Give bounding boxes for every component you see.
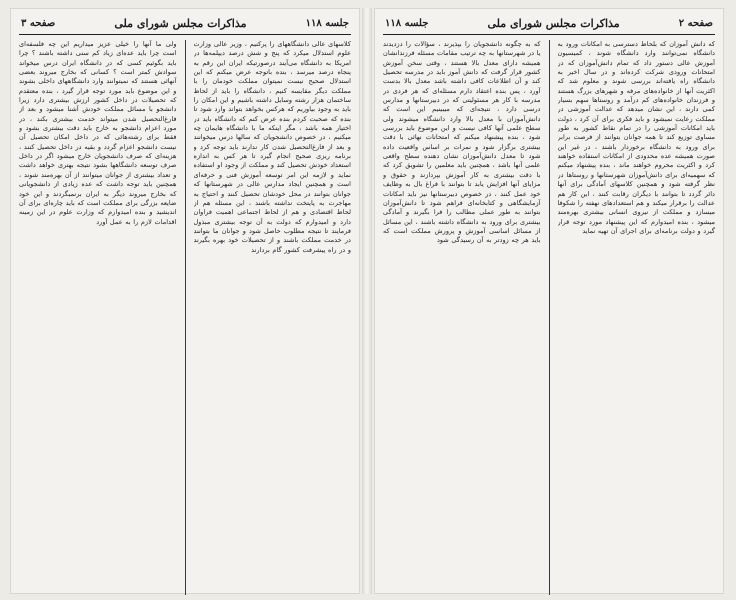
left-page-title: مذاکرات مجلس شورای ملی xyxy=(114,17,247,30)
left-page-session-label: جلسه ۱۱۸ xyxy=(305,18,349,29)
column-divider xyxy=(549,40,550,595)
right-page-right-column-text: که دانش آموزان که بلحاظ دسترسی به امکانات ورود به دانشگاه نمی‌توانند وارد دانشگاه شوند ، کمیسیون آموزش عالی دستور داد که تمام دانش‌آموزان که در امتحانات ورودی شرکت کرده‌اند و در سال اخیر به دانشگاه راه یافته‌اند بررسی شوند و معلوم شد که اکثریت آنها از خانواده‌های مرفه و شهرهای بزرگ هستند و فرزندان خانواده‌های کم درآمد و روستاها سهم بسیار کمی دارند ، این نشان میدهد که عدالت آموزشی در مملکت رعایت نمیشود و باید فکری برای آن کرد ، دولت باید امکانات آموزشی را در تمام نقاط کشور به طور مساوی توزیع کند تا همه جوانان بتوانند از فرصت برابر برای ورود به دانشگاه برخوردار باشند ، در غیر این صورت همیشه عده محدودی از امکانات استفاده خواهند کرد و اکثریت محروم خواهند ماند ، بنده پیشنهاد میکنم که سهمیه‌ای برای دانش‌آموزان شهرستانها و روستاها در نظر گرفته شود و همچنین کلاسهای آمادگی برای آنها دائر گردد تا بتوانند با دیگران رقابت کنند ، این کار هم عدالت را برقرار میکند و هم استعدادهای نهفته را شکوفا میسازد و مملکت از نیروی انسانی بیشتری بهره‌مند میشود ، بنده امیدوارم که این پیشنهاد مورد توجه قرار گیرد و دولت برنامه‌ای برای اجرای آن تهیه نماید xyxy=(557,40,715,235)
left-page-left-column-text: ولی ما آنها را خیلی عزیز میداریم این چه فلسفه‌ای است چرا باید عده‌ای زیاد کم سنی داشته باشند ؟ چرا باید بگوئیم کسی که در دانشگاه ایران درس میخواند سوادش کمتر است ؟ کسانی که بخارج میروند بعضی آنهائی هستند که نمیتوانند وارد دانشگاههای داخلی بشوند و این موضوع باید مورد توجه قرار گیرد ، بنده معتقدم که تحصیلات در داخل کشور ارزش بیشتری دارد زیرا دانشجو با مسائل مملکت خودش آشنا میشود و بعد از فارغ‌التحصیل شدن میتواند خدمت بیشتری بکند ، در مورد اعزام دانشجو به خارج باید دقت بیشتری بشود و فقط برای رشته‌هائی که در داخل امکان تحصیل آن نیست دانشجو اعزام گردد و بقیه در داخل تحصیل کنند ، هزینه‌ای که صرف دانشجویان خارج میشود اگر در داخل صرف توسعه دانشگاهها بشود نتیجه بهتری خواهد داشت و تعداد بیشتری از جوانان میتوانند از آن بهره‌مند شوند ، همچنین باید توجه داشت که عده زیادی از دانشجویانی که بخارج میروند دیگر به ایران برنمیگردند و این خود ضایعه بزرگی برای مملکت است که باید چاره‌ای برای آن اندیشید و بنده امیدوارم که وزارت علوم در این زمینه اقدامات لازم را به عمل آورد xyxy=(19,40,177,226)
left-page-header xyxy=(19,15,351,35)
column-divider xyxy=(185,40,186,595)
right-page xyxy=(374,8,724,594)
left-page xyxy=(10,8,360,594)
right-page-left-column xyxy=(383,40,541,595)
right-page-title: مذاکرات مجلس شورای ملی xyxy=(487,17,620,30)
right-page-number: صفحه ۲ xyxy=(678,18,713,29)
binding-gutter xyxy=(362,8,372,594)
right-page-header xyxy=(383,15,715,35)
right-page-left-column-text: که به چگونه دانشجویان را بپذیرند ، سؤالات را دزدیدند یا در شهرستانها به چه ترتیب مقامات مسئله فرزندانشان همیشه دارای معدل بالا هستند ، وقتی سخن آموزش کشور قرار گرفت که دانش آموز باید در مدرسه تحصیل کند و آن اطلاعات کافی داشته باشد معدل بالا بدست آورد ، پس بنده اعتقاد دارم مسئله‌ای که هر فردی در مدرسه با کار هر مسئولیتی که در دبیرستانها و مدارس درسی دارد ، نتیجه‌ای که میبینیم این است که دانش‌آموزان با معدل بالا وارد دانشگاه میشوند ولی سطح علمی آنها کافی نیست و این موضوع باید بررسی شود ، بنده پیشنهاد میکنم که امتحانات نهائی با دقت بیشتری برگزار شود و نمرات بر اساس واقعیت داده شود تا معدل دانش‌آموزان نشان دهنده سطح واقعی علمی آنها باشد ، همچنین باید معلمین را تشویق کرد که با دقت بیشتری به کار آموزش بپردازند و حقوق و مزایای آنها افزایش یابد تا بتوانند با فراغ بال به وظایف خود عمل کنند ، در خصوص دبیرستانها نیز باید امکانات آزمایشگاهی و کتابخانه‌ای فراهم شود تا دانش‌آموزان بتوانند به طور عملی مطالب را فرا بگیرند و آمادگی بیشتری برای ورود به دانشگاه داشته باشند ، این مسائل از مسائل اساسی آموزش و پرورش مملکت است که باید هر چه زودتر به آن رسیدگی شود xyxy=(383,40,541,245)
left-page-columns xyxy=(19,40,351,595)
left-page-number: صفحه ۳ xyxy=(21,18,56,29)
right-page-right-column xyxy=(558,40,716,595)
left-page-right-column xyxy=(194,40,352,595)
right-page-session-label: جلسه ۱۱۸ xyxy=(385,18,429,29)
left-page-left-column xyxy=(19,40,177,595)
left-page-right-column-text: کلاسهای عالی دانشگاههای را پرکنیم ، وزیر عالی وزارت علوم استدلال میکرد که پنج و شش درصد دیپلمه‌ها در امریکا به دانشگاه می‌آیند درصورتیکه ایران این رقم به پنجاه درصد میرسد ، بنده باتوجه عرض میکنم که این استدلال صحیح نیست نمیتوان مملکت خودمان را با مملکت دیگر مقایسه کنیم ، دانشگاه را باید از لحاظ ساختمان هزار رشته وسایل داشته باشیم و این امکان را باید به وجود بیاوریم که هرکس بخواهد بتواند وارد شود تا بنده که صحبت کردم بنده عرض کنم که دانشگاه باید در اختیار همه باشد ، مگر اینکه ما با دانشگاه هایمان چه میکنیم ، در خصوص دانشجویان که سالها درس میخوانند و بعد از فارغ‌التحصیل شدن کار ندارند باید توجه کرد و برنامه ریزی صحیح انجام گیرد تا هر کس به اندازه استعداد خودش تحصیل کند و مملکت از وجود او استفاده نماید و لازمه این امر توسعه آموزش فنی و حرفه‌ای است و همچنین ایجاد مدارس عالی در شهرستانها که جوانان بتوانند در محل خودشان تحصیل کنند و احتیاج به مهاجرت به پایتخت نداشته باشند ، این مسئله هم از لحاظ اقتصادی و هم از لحاظ اجتماعی اهمیت فراوان دارد و امیدوارم که دولت به آن توجه بیشتری مبذول فرمایند تا نتیجه مطلوب حاصل شود و جوانان ما بتوانند در خدمت مملکت باشند و از تحصیلات خود بهره بگیرند و در راه پیشرفت کشور گام بردارند xyxy=(193,40,351,254)
right-page-columns xyxy=(383,40,715,595)
